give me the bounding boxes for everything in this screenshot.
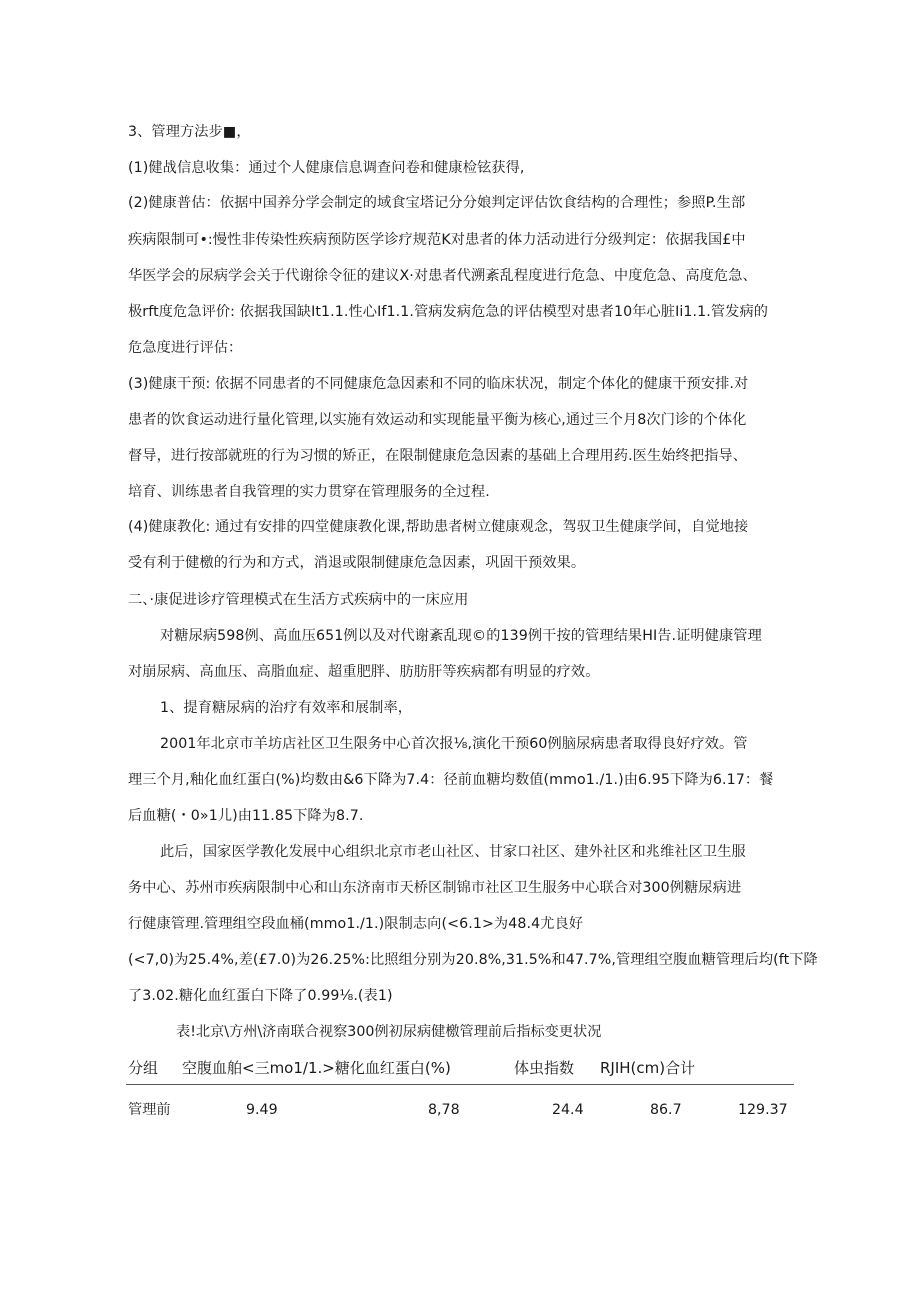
- subsection-heading: 1、提育糖尿病的治疗有效率和展制率，: [160, 700, 413, 716]
- table-cell: 86.7: [650, 1102, 682, 1118]
- table-header-cell: 体虫指数: [514, 1059, 575, 1077]
- paragraph-line: 极rft度危急评价: 依据我国缺It1.1.性心If1.1.管病发病危急的评估模型对患者10年心脏Ii1.1.管发病的: [128, 304, 769, 320]
- paragraph-line: 此后，国家医学教化发展中心组织北京市老山社区、甘家口社区、建外社区和兆维社区卫生服: [160, 844, 746, 860]
- paragraph-line: (<7,0)为25.4%,差(£7.0)为26.25%:比照组分别为20.8%,31.5%和47.7%,管理组空腹血糖管理后均(ft下降: [128, 952, 818, 968]
- paragraph-line: 危急度进行评估：: [128, 340, 243, 356]
- paragraph-line: 疾病限制可•:慢性非传染性疾病预防医学诊疗规范K对患者的体力活动进行分级判定：依据我国£中: [128, 232, 746, 248]
- table-cell: 24.4: [552, 1102, 584, 1118]
- paragraph-line: 华医学会的尿病学会关于代谢徐令征的建议X·对患者代溯紊乱程度进行危急、中度危急、高度危急、: [128, 268, 757, 284]
- paragraph-line: 行健康管理.管理组空段血桶(mmo1./1.)限制志向(<6.1>为48.4尤良好: [128, 916, 584, 932]
- table-cell: 9.49: [246, 1102, 278, 1118]
- section-heading-management-steps: 3、管理方法步■，: [128, 124, 251, 140]
- paragraph-line: 2001年北京市羊坊店社区卫生限务中心首次报⅛,演化干预60例脑尿病患者取得良好疗效。管: [160, 736, 748, 752]
- table-divider: [126, 1084, 794, 1085]
- paragraph-line: 对崩尿病、高血压、高脂血症、超重肥胖、肪肪肝等疾病都有明显的疗效。: [128, 664, 600, 680]
- paragraph-line: 务中心、苏州市疾病限制中心和山东济南市天桥区制锦市社区卫生服务中心联合对300例糖尿病进: [128, 880, 742, 896]
- table-header-cell: 空腹血舶<三mo1/1.>糖化血红蛋白(%): [182, 1059, 451, 1077]
- paragraph-line: (2)健康普估：依据中国养分学会制定的域食宝塔记分分娘判定评估饮食结构的合理性；参照P.生部: [128, 195, 746, 211]
- paragraph-line: 督导，进行按部就班的行为习惯的矫正，在限制健康危急因素的基础上合理用药.医生始终把指导、: [128, 448, 747, 464]
- paragraph-line: (1)健战信息收集：通过个人健康信息调查问卷和健康检铉获得,: [128, 160, 525, 176]
- paragraph-line: 理三个月,釉化血红蛋白(%)均数由&6下降为7.4：径前血糖均数值(mmo1./1.)由6.95下降为6.17：餐: [128, 772, 774, 788]
- section-heading-application: 二、·康促进诊疗管理模式在生活方式疾病中的一床应用: [128, 592, 469, 608]
- table-cell: 管理前: [128, 1102, 171, 1118]
- table-header-cell: 分组: [128, 1059, 159, 1077]
- table-cell: 129.37: [738, 1102, 788, 1118]
- paragraph-line: 培育、训练患者自我管理的实力贯穿在管理服务的全过程.: [128, 484, 490, 500]
- paragraph-line: 后血糖(・0»1儿)由11.85下降为8.7.: [128, 808, 364, 824]
- paragraph-line: 患者的饮食运动进行量化管理,以实施有效运动和实现能量平衡为核心,通过三个月8次门诊的个体化: [128, 412, 747, 428]
- table-cell: 8,78: [428, 1102, 460, 1118]
- paragraph-line: (4)健康教化: 通过有安排的四堂健康教化课,帮助患者树立健康观念，驾驭卫生健康学间，自觉地接: [128, 519, 749, 535]
- table-header-cell: RJIH(cm)合计: [600, 1059, 696, 1077]
- paragraph-line: 对糖尿病598例、高血压651例以及对代谢紊乱现©的139例干按的管理结果HI告.证明健康管理: [160, 628, 762, 644]
- table-caption: 表!北京\方州\济南联合视察300例初尿病健檄管理前后指标变更状况: [176, 1024, 602, 1040]
- paragraph-line: (3)健康干预: 依据不同患者的不同健康危急因素和不同的临床状况，制定个体化的健康干预安排.对: [128, 376, 749, 392]
- paragraph-line: 了3.02.糖化血红蛋白下降了0.99⅛.(表1): [128, 988, 393, 1004]
- paragraph-line: 受有利于健檄的行为和方式，消退或限制健康危急因素，巩固干预效果。: [128, 555, 586, 571]
